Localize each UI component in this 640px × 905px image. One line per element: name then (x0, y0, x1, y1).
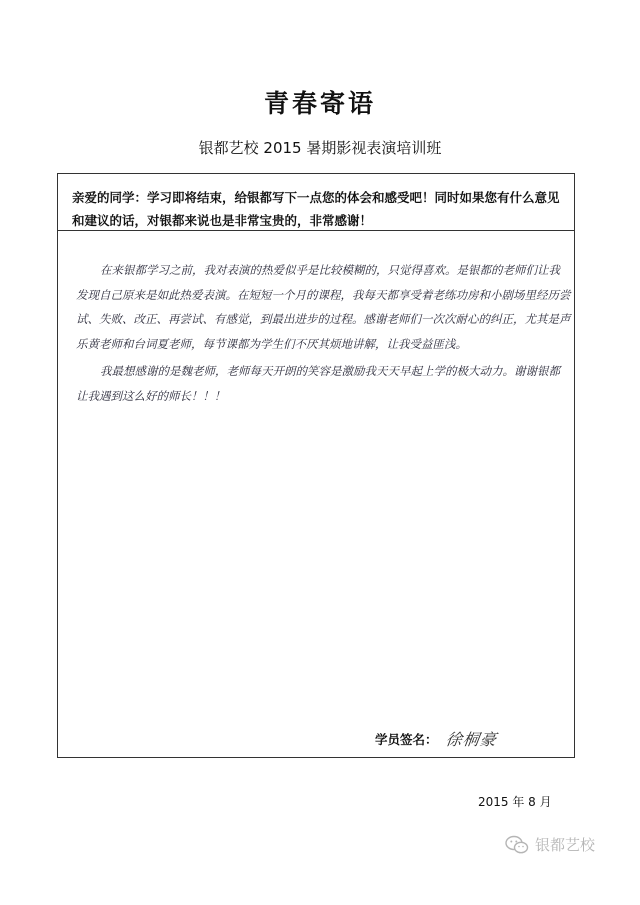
handwritten-paragraph: 在来银都学习之前，我对表演的热爱似乎是比较模糊的，只觉得喜欢。是银都的老师们让我发现自己原来是如此热爱表演。在短短一个月的课程，我每天都享受着老练功房和小剧场里经历尝试、失败、改正、再尝试、有感觉，到最出进步的过程。感谢老师们一次次耐心的纠正，尤其是声乐黄老师和台词夏老师，每节课都为学生们不厌其烦地讲解，让我受益匪浅。 (76, 263, 571, 351)
page-subtitle: 银都艺校 2015 暑期影视表演培训班 (198, 139, 442, 157)
watermark (505, 834, 595, 855)
signature-row (375, 727, 497, 750)
page-title: 青春寄语 (263, 89, 376, 118)
wechat-icon (505, 835, 529, 855)
feedback-form (57, 173, 575, 758)
form-prompt: 亲爱的同学：学习即将结束，给银都写下一点您的体会和感受吧！同时如果您有什么意见和建议的话，对银都来说也是非常宝贵的，非常感谢！ (58, 174, 574, 231)
watermark-text: 银都艺校 (535, 836, 596, 854)
document-date: 2015 年 8 月 (478, 795, 552, 809)
handwritten-paragraph: 我最想感谢的是魏老师，老师每天开朗的笑容是激励我天天早起上学的极大动力。谢谢银都让我遇到这么好的师长！！！ (76, 364, 560, 403)
signature: 徐桐豪 (444, 730, 498, 749)
signature-label: 学员签名： (375, 731, 438, 747)
handwritten-text (76, 258, 571, 411)
